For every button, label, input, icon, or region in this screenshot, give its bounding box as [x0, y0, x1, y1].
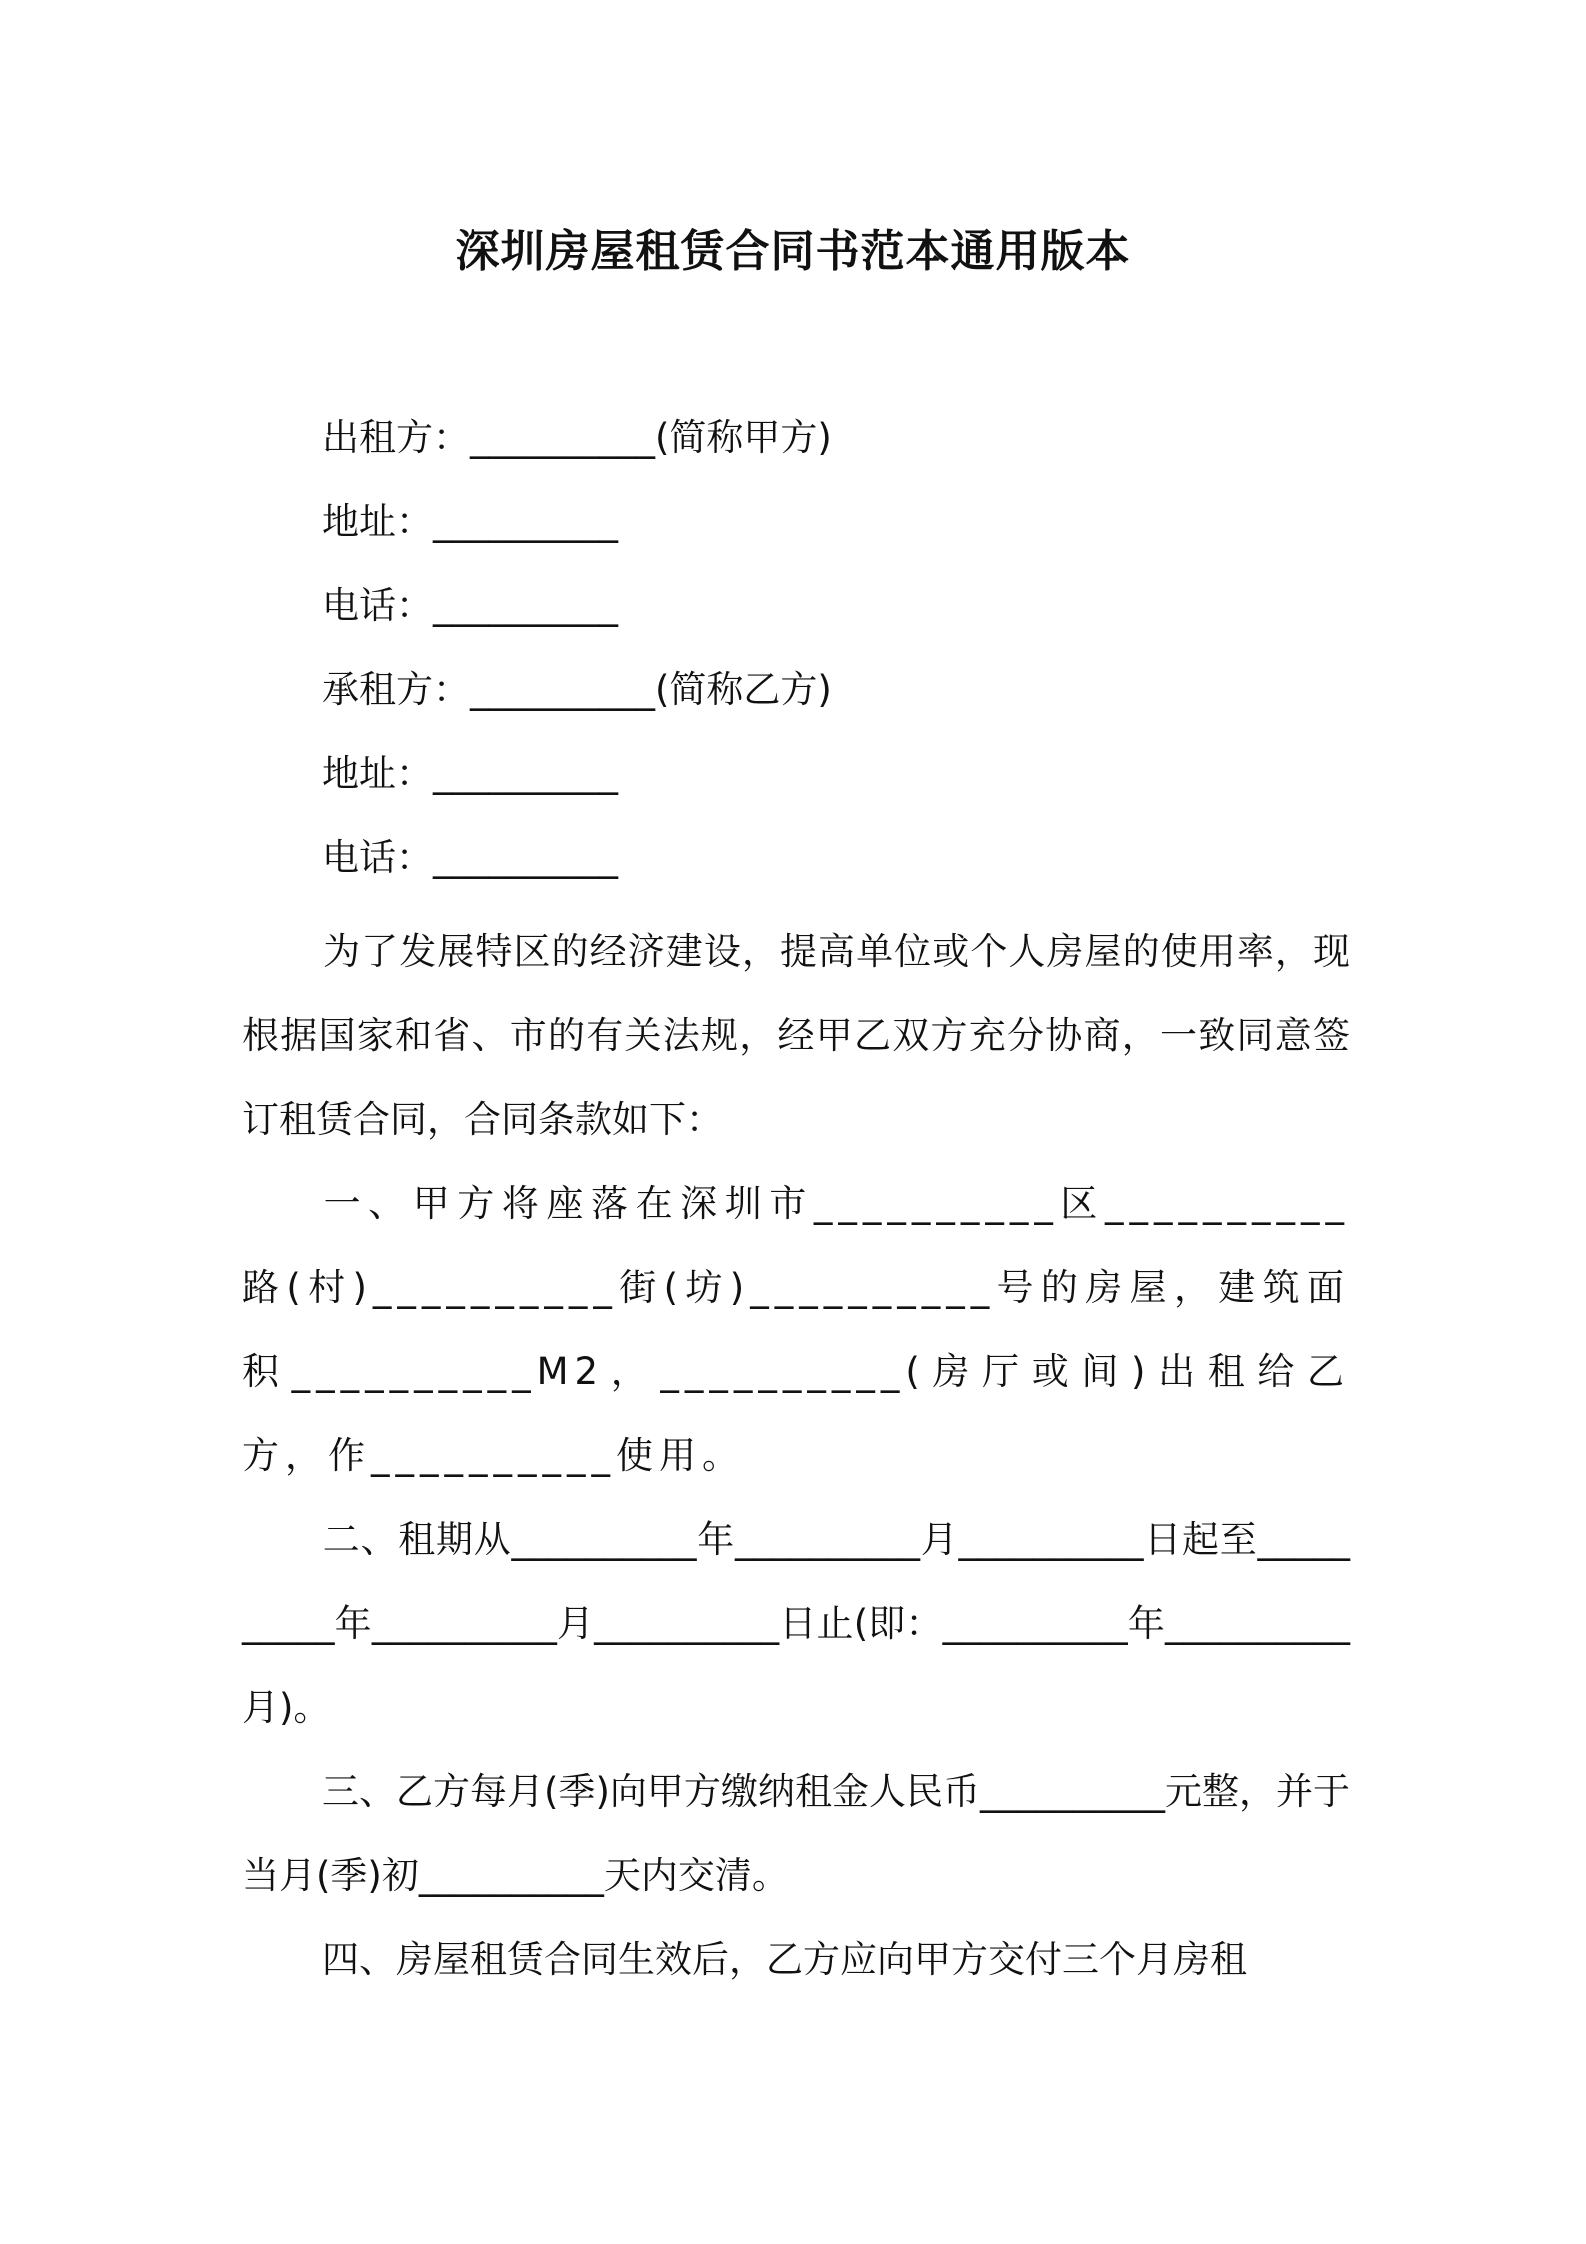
clause-2-text: 二、租期从__________年__________月__________日起至__________年__________月__________日止(即：__________年__________月)。	[242, 1518, 1350, 1729]
party-info-block	[322, 410, 1322, 914]
lessee-address-line: 地址：__________	[322, 752, 618, 795]
clause-3-paragraph	[242, 1750, 1350, 1918]
contract-body	[242, 910, 1350, 2002]
lessor-phone-line: 电话：__________	[322, 584, 618, 627]
lessor-line: 出租方：__________(简称甲方)	[322, 416, 832, 459]
preamble-text: 为了发展特区的经济建设，提高单位或个人房屋的使用率，现根据国家和省、市的有关法规，经甲乙双方充分协商，一致同意签订租赁合同，合同条款如下：	[242, 930, 1350, 1141]
clause-2-paragraph	[242, 1498, 1350, 1750]
clause-1-paragraph	[242, 1162, 1350, 1498]
document-title: 深圳房屋租赁合同书范本通用版本	[455, 226, 1131, 277]
lessor-address-line: 地址：__________	[322, 500, 618, 543]
clause-4-paragraph	[242, 1918, 1350, 2002]
lessee-line: 承租方：__________(简称乙方)	[322, 668, 832, 711]
preamble-paragraph	[242, 910, 1350, 1162]
clause-4-text: 四、房屋租赁合同生效后，乙方应向甲方交付三个月房租	[322, 1938, 1247, 1981]
clause-3-text: 三、乙方每月(季)向甲方缴纳租金人民币__________元整，并于当月(季)初__________天内交清。	[242, 1770, 1350, 1897]
lessee-phone-line: 电话：__________	[322, 836, 618, 879]
clause-1-text: 一、甲方将座落在深圳市__________区__________路(村)__________街(坊)__________号的房屋，建筑面积__________M2，__________(房厅或间)出租给乙方，作__________使用。	[242, 1182, 1350, 1477]
